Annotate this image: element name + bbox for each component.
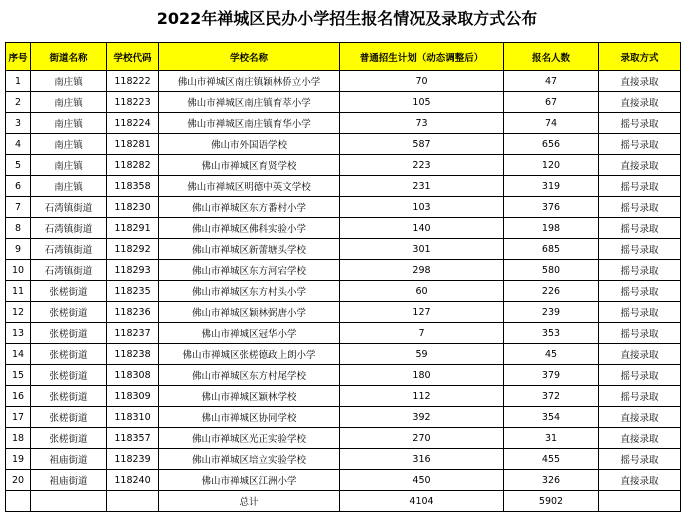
street-name: 南庄镇 xyxy=(31,134,107,155)
applicant-count: 376 xyxy=(504,197,599,218)
table-row xyxy=(6,323,681,344)
admission-method: 摇号录取 xyxy=(599,197,681,218)
street-name: 张槎街道 xyxy=(31,302,107,323)
table-header-row xyxy=(6,43,681,71)
enrollment-plan: 301 xyxy=(340,239,504,260)
table-row xyxy=(6,134,681,155)
applicant-count: 372 xyxy=(504,386,599,407)
enrollment-plan: 450 xyxy=(340,470,504,491)
applicant-count: 580 xyxy=(504,260,599,281)
school-name: 佛山市禅城区颖林弼唐小学 xyxy=(159,302,340,323)
school-name: 佛山市禅城区冠华小学 xyxy=(159,323,340,344)
admission-method: 直接录取 xyxy=(599,344,681,365)
enrollment-plan: 223 xyxy=(340,155,504,176)
table-row xyxy=(6,113,681,134)
school-name: 佛山市外国语学校 xyxy=(159,134,340,155)
row-index: 1 xyxy=(6,71,31,92)
school-code: 118222 xyxy=(107,71,159,92)
table-row xyxy=(6,239,681,260)
school-code: 118240 xyxy=(107,470,159,491)
street-name: 张槎街道 xyxy=(31,386,107,407)
admission-method: 直接录取 xyxy=(599,92,681,113)
enrollment-plan: 103 xyxy=(340,197,504,218)
school-name: 佛山市禅城区新蕾塘头学校 xyxy=(159,239,340,260)
table-row xyxy=(6,365,681,386)
table-row xyxy=(6,449,681,470)
header-admission-method: 录取方式 xyxy=(599,43,681,71)
enrollment-plan: 270 xyxy=(340,428,504,449)
school-name: 佛山市禅城区东方番村小学 xyxy=(159,197,340,218)
row-index: 14 xyxy=(6,344,31,365)
school-code: 118223 xyxy=(107,92,159,113)
applicant-count: 656 xyxy=(504,134,599,155)
admission-method: 摇号录取 xyxy=(599,239,681,260)
enrollment-plan: 140 xyxy=(340,218,504,239)
total-label: 总计 xyxy=(159,491,340,512)
admission-method: 摇号录取 xyxy=(599,218,681,239)
street-name: 张槎街道 xyxy=(31,281,107,302)
school-name: 佛山市禅城区培立实验学校 xyxy=(159,449,340,470)
school-code: 118282 xyxy=(107,155,159,176)
school-name: 佛山市禅城区张槎德政上朗小学 xyxy=(159,344,340,365)
row-index: 13 xyxy=(6,323,31,344)
row-index: 2 xyxy=(6,92,31,113)
table-row xyxy=(6,281,681,302)
admission-method: 直接录取 xyxy=(599,71,681,92)
school-name: 佛山市禅城区颖林学校 xyxy=(159,386,340,407)
enrollment-plan: 70 xyxy=(340,71,504,92)
school-code: 118309 xyxy=(107,386,159,407)
admission-method: 摇号录取 xyxy=(599,386,681,407)
enrollment-plan: 298 xyxy=(340,260,504,281)
row-index: 4 xyxy=(6,134,31,155)
row-index: 12 xyxy=(6,302,31,323)
applicant-count: 354 xyxy=(504,407,599,428)
school-code: 118238 xyxy=(107,344,159,365)
admission-method: 摇号录取 xyxy=(599,365,681,386)
school-code: 118357 xyxy=(107,428,159,449)
total-applicants: 5902 xyxy=(504,491,599,512)
enrollment-plan: 392 xyxy=(340,407,504,428)
school-code: 118308 xyxy=(107,365,159,386)
row-index: 5 xyxy=(6,155,31,176)
school-code: 118236 xyxy=(107,302,159,323)
applicant-count: 326 xyxy=(504,470,599,491)
street-name: 南庄镇 xyxy=(31,113,107,134)
street-name: 南庄镇 xyxy=(31,176,107,197)
school-code: 118237 xyxy=(107,323,159,344)
admission-method: 直接录取 xyxy=(599,428,681,449)
school-name: 佛山市禅城区南庄镇育萃小学 xyxy=(159,92,340,113)
street-name: 南庄镇 xyxy=(31,92,107,113)
school-code: 118239 xyxy=(107,449,159,470)
row-index: 9 xyxy=(6,239,31,260)
applicant-count: 319 xyxy=(504,176,599,197)
school-name: 佛山市禅城区协同学校 xyxy=(159,407,340,428)
row-index: 18 xyxy=(6,428,31,449)
row-index: 17 xyxy=(6,407,31,428)
applicant-count: 455 xyxy=(504,449,599,470)
school-name: 佛山市禅城区育贤学校 xyxy=(159,155,340,176)
street-name: 张槎街道 xyxy=(31,323,107,344)
table-row xyxy=(6,176,681,197)
enrollment-plan: 180 xyxy=(340,365,504,386)
header-school-name: 学校名称 xyxy=(159,43,340,71)
street-name: 张槎街道 xyxy=(31,365,107,386)
row-index: 7 xyxy=(6,197,31,218)
table-row xyxy=(6,71,681,92)
table-row xyxy=(6,302,681,323)
table-row xyxy=(6,407,681,428)
enrollment-plan: 73 xyxy=(340,113,504,134)
row-index: 20 xyxy=(6,470,31,491)
school-name: 佛山市禅城区东方村头小学 xyxy=(159,281,340,302)
applicant-count: 45 xyxy=(504,344,599,365)
enrollment-plan: 60 xyxy=(340,281,504,302)
row-index: 3 xyxy=(6,113,31,134)
applicant-count: 353 xyxy=(504,323,599,344)
school-name: 佛山市禅城区南庄镇颖林侨立小学 xyxy=(159,71,340,92)
school-name: 佛山市禅城区南庄镇育华小学 xyxy=(159,113,340,134)
admission-method: 直接录取 xyxy=(599,470,681,491)
table-row xyxy=(6,428,681,449)
enrollment-table xyxy=(5,42,681,512)
applicant-count: 239 xyxy=(504,302,599,323)
street-name: 张槎街道 xyxy=(31,344,107,365)
table-row xyxy=(6,260,681,281)
table-row xyxy=(6,218,681,239)
applicant-count: 379 xyxy=(504,365,599,386)
enrollment-plan: 7 xyxy=(340,323,504,344)
total-blank-cell xyxy=(599,491,681,512)
row-index: 11 xyxy=(6,281,31,302)
school-name: 佛山市禅城区光正实验学校 xyxy=(159,428,340,449)
header-enrollment-plan: 普通招生计划（动态调整后） xyxy=(340,43,504,71)
street-name: 南庄镇 xyxy=(31,71,107,92)
street-name: 石湾镇街道 xyxy=(31,260,107,281)
row-index: 19 xyxy=(6,449,31,470)
admission-method: 摇号录取 xyxy=(599,113,681,134)
row-index: 8 xyxy=(6,218,31,239)
school-code: 118235 xyxy=(107,281,159,302)
total-blank-cell xyxy=(31,491,107,512)
admission-method: 摇号录取 xyxy=(599,260,681,281)
table-row xyxy=(6,197,681,218)
admission-method: 摇号录取 xyxy=(599,281,681,302)
enrollment-plan: 105 xyxy=(340,92,504,113)
table-row xyxy=(6,386,681,407)
enrollment-plan: 127 xyxy=(340,302,504,323)
enrollment-plan: 316 xyxy=(340,449,504,470)
street-name: 张槎街道 xyxy=(31,428,107,449)
applicant-count: 685 xyxy=(504,239,599,260)
enrollment-plan: 112 xyxy=(340,386,504,407)
applicant-count: 31 xyxy=(504,428,599,449)
applicant-count: 198 xyxy=(504,218,599,239)
table-row xyxy=(6,470,681,491)
admission-method: 摇号录取 xyxy=(599,176,681,197)
row-index: 10 xyxy=(6,260,31,281)
row-index: 16 xyxy=(6,386,31,407)
total-blank-cell xyxy=(107,491,159,512)
admission-method: 直接录取 xyxy=(599,155,681,176)
street-name: 石湾镇街道 xyxy=(31,218,107,239)
enrollment-plan: 587 xyxy=(340,134,504,155)
street-name: 南庄镇 xyxy=(31,155,107,176)
header-street: 街道名称 xyxy=(31,43,107,71)
enrollment-plan: 59 xyxy=(340,344,504,365)
admission-method: 直接录取 xyxy=(599,407,681,428)
total-blank-cell xyxy=(6,491,31,512)
header-index: 序号 xyxy=(6,43,31,71)
applicant-count: 74 xyxy=(504,113,599,134)
header-school-code: 学校代码 xyxy=(107,43,159,71)
table-row xyxy=(6,344,681,365)
header-applicants: 报名人数 xyxy=(504,43,599,71)
admission-method: 摇号录取 xyxy=(599,323,681,344)
table-row xyxy=(6,155,681,176)
school-code: 118358 xyxy=(107,176,159,197)
row-index: 6 xyxy=(6,176,31,197)
school-name: 佛山市禅城区东方河宕学校 xyxy=(159,260,340,281)
street-name: 石湾镇街道 xyxy=(31,239,107,260)
school-name: 佛山市禅城区江洲小学 xyxy=(159,470,340,491)
table-row xyxy=(6,92,681,113)
school-code: 118281 xyxy=(107,134,159,155)
admission-method: 摇号录取 xyxy=(599,302,681,323)
applicant-count: 47 xyxy=(504,71,599,92)
school-name: 佛山市禅城区佛科实验小学 xyxy=(159,218,340,239)
applicant-count: 120 xyxy=(504,155,599,176)
page-title: 2022年禅城区民办小学招生报名情况及录取方式公布 xyxy=(156,9,538,28)
total-plan: 4104 xyxy=(340,491,504,512)
street-name: 张槎街道 xyxy=(31,407,107,428)
school-code: 118291 xyxy=(107,218,159,239)
school-code: 118293 xyxy=(107,260,159,281)
admission-method: 摇号录取 xyxy=(599,134,681,155)
admission-method: 摇号录取 xyxy=(599,449,681,470)
school-code: 118292 xyxy=(107,239,159,260)
school-code: 118224 xyxy=(107,113,159,134)
school-code: 118310 xyxy=(107,407,159,428)
street-name: 祖庙街道 xyxy=(31,470,107,491)
school-name: 佛山市禅城区东方村尾学校 xyxy=(159,365,340,386)
street-name: 祖庙街道 xyxy=(31,449,107,470)
total-row xyxy=(6,491,681,512)
school-name: 佛山市禅城区明德中英文学校 xyxy=(159,176,340,197)
school-code: 118230 xyxy=(107,197,159,218)
applicant-count: 67 xyxy=(504,92,599,113)
applicant-count: 226 xyxy=(504,281,599,302)
row-index: 15 xyxy=(6,365,31,386)
street-name: 石湾镇街道 xyxy=(31,197,107,218)
enrollment-plan: 231 xyxy=(340,176,504,197)
